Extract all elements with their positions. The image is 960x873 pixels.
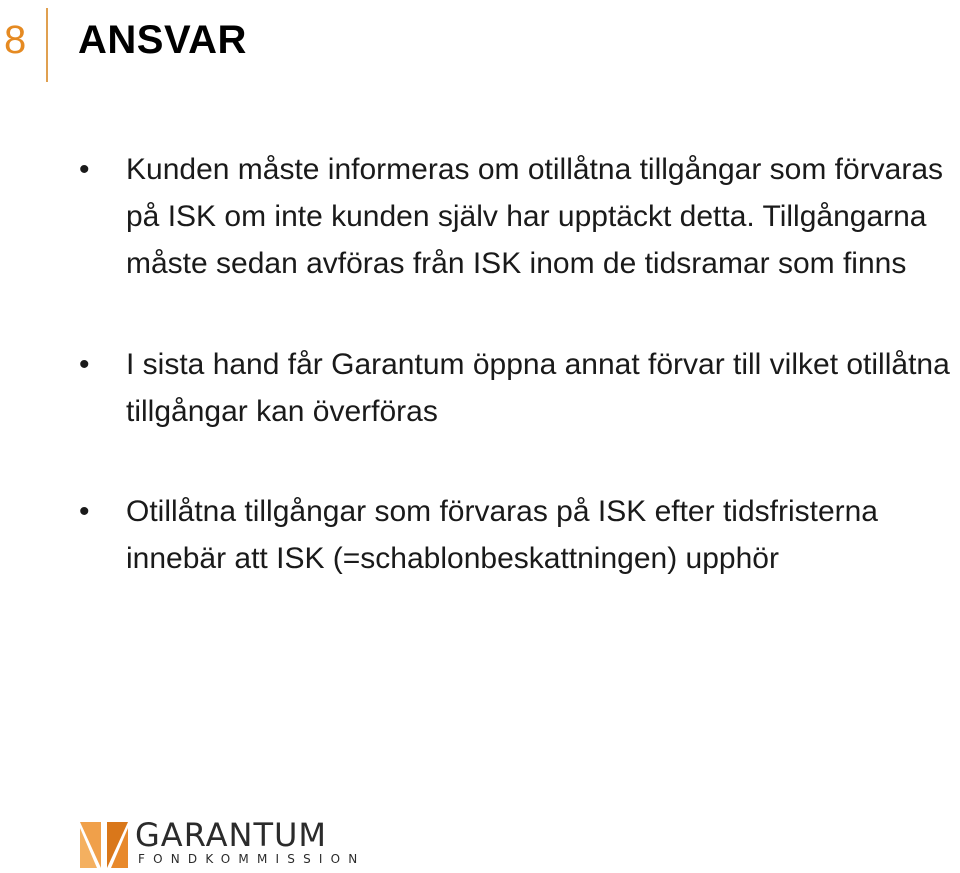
title-divider <box>46 8 48 82</box>
bullet-text-2: I sista hand får Garantum öppna annat förvar till vilket otillåtna tillgångar kan överföras <box>126 348 950 428</box>
bullet-item-2 <box>0 341 960 435</box>
bullet-item-1 <box>0 146 960 287</box>
garantum-logo <box>80 814 366 870</box>
bullet-list <box>0 146 960 636</box>
bullet-item-3 <box>0 488 960 582</box>
bullet-text-3: Otillåtna tillgångar som förvaras på ISK efter tidsfristerna innebär att ISK (=schablonbeskattningen) upphör <box>126 495 878 575</box>
garantum-logo-mark-icon <box>80 822 128 868</box>
slide-number: 8 <box>4 18 27 62</box>
page-title: ANSVAR <box>78 18 247 62</box>
logo-wordmark: GARANTUM <box>135 816 328 854</box>
logo-subtitle: FONDKOMMISSION <box>138 852 366 866</box>
bullet-text-1: Kunden måste informeras om otillåtna tillgångar som förvaras på ISK om inte kunden själv har upptäckt detta. Tillgångarna måste sedan avföras från ISK inom de tidsramar som finns <box>126 153 944 280</box>
